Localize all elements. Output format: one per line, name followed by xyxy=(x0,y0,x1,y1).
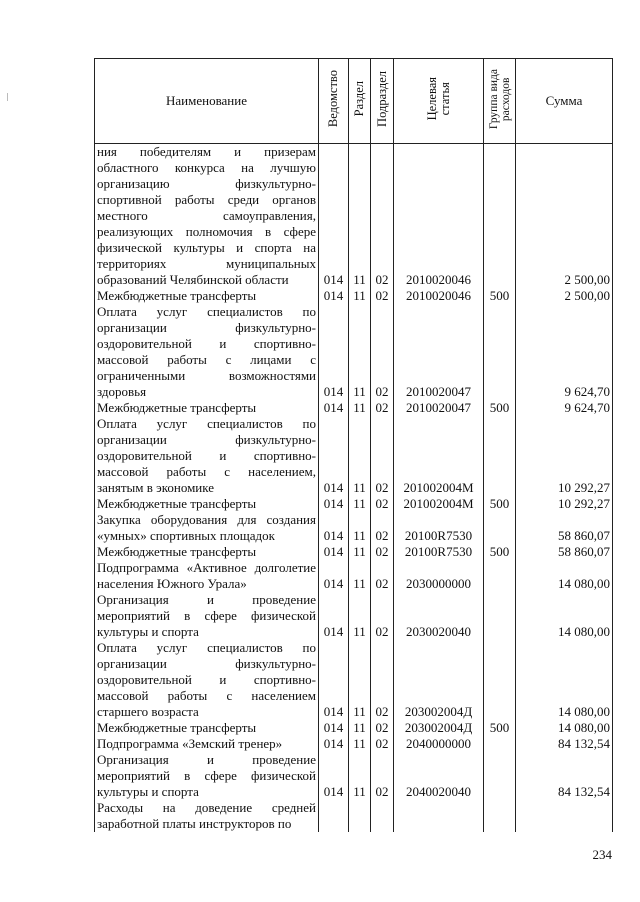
cell-celevaya-statya: 2010020046 xyxy=(394,288,484,304)
cell-celevaya-statya: 203002004Д xyxy=(394,640,484,720)
cell-celevaya-statya: 2010020047 xyxy=(394,304,484,400)
table-row xyxy=(95,592,613,640)
cell-name: Межбюджетные трансферты xyxy=(95,720,319,736)
header-celevaya xyxy=(394,59,484,144)
cell-podrazdel: 02 xyxy=(371,544,394,560)
cell-name: Оплата услуг специалистов по организации физкультурно-оздоровительной и спортивно-массовой работы с лицами с ограниченными возможностями здоровья xyxy=(95,304,319,400)
cell-celevaya-statya xyxy=(394,800,484,832)
cell-podrazdel: 02 xyxy=(371,752,394,800)
cell-celevaya-statya: 20100R7530 xyxy=(394,544,484,560)
cell-vedomstvo: 014 xyxy=(319,752,349,800)
header-razdel-label: Раздел xyxy=(352,81,366,117)
cell-gruppa-vida xyxy=(484,512,516,544)
cell-gruppa-vida xyxy=(484,800,516,832)
cell-vedomstvo: 014 xyxy=(319,144,349,289)
cell-celevaya-statya: 201002004М xyxy=(394,496,484,512)
cell-razdel xyxy=(349,800,371,832)
table-row xyxy=(95,752,613,800)
budget-table xyxy=(94,58,613,832)
cell-summa: 9 624,70 xyxy=(516,304,613,400)
header-summa: Сумма xyxy=(516,59,613,144)
cell-name: Подпрограмма «Земский тренер» xyxy=(95,736,319,752)
table-row xyxy=(95,400,613,416)
cell-razdel: 11 xyxy=(349,752,371,800)
cell-name: Межбюджетные трансферты xyxy=(95,400,319,416)
cell-summa: 2 500,00 xyxy=(516,288,613,304)
cell-gruppa-vida: 500 xyxy=(484,496,516,512)
table-row xyxy=(95,304,613,400)
cell-name: ния победителям и призерам областного конкурса на лучшую организацию физкультурно-спортивной работы среди органов местного самоуправления, реализующих полномочия в сфере физической культуры и спорта на территориях муниципальных образований Челябинской области xyxy=(95,144,319,289)
header-name: Наименование xyxy=(95,59,319,144)
cell-gruppa-vida xyxy=(484,640,516,720)
table-row xyxy=(95,288,613,304)
cell-razdel: 11 xyxy=(349,560,371,592)
cell-podrazdel: 02 xyxy=(371,416,394,496)
cell-summa: 84 132,54 xyxy=(516,752,613,800)
cell-celevaya-statya: 201002004М xyxy=(394,416,484,496)
cell-razdel: 11 xyxy=(349,496,371,512)
cell-razdel: 11 xyxy=(349,288,371,304)
cell-gruppa-vida xyxy=(484,560,516,592)
cell-razdel: 11 xyxy=(349,544,371,560)
cell-summa: 14 080,00 xyxy=(516,640,613,720)
cell-vedomstvo: 014 xyxy=(319,720,349,736)
cell-celevaya-statya: 2040020040 xyxy=(394,752,484,800)
cell-vedomstvo xyxy=(319,800,349,832)
cell-razdel: 11 xyxy=(349,512,371,544)
cell-razdel: 11 xyxy=(349,144,371,289)
cell-razdel: 11 xyxy=(349,640,371,720)
cell-podrazdel: 02 xyxy=(371,640,394,720)
cell-gruppa-vida xyxy=(484,592,516,640)
cell-summa: 2 500,00 xyxy=(516,144,613,289)
table-row xyxy=(95,640,613,720)
cell-vedomstvo: 014 xyxy=(319,304,349,400)
cell-gruppa-vida: 500 xyxy=(484,400,516,416)
cell-podrazdel: 02 xyxy=(371,496,394,512)
cell-podrazdel: 02 xyxy=(371,304,394,400)
cell-name: Оплата услуг специалистов по организации физкультурно-оздоровительной и спортивно-массовой работы с населением старшего возраста xyxy=(95,640,319,720)
cell-summa: 58 860,07 xyxy=(516,512,613,544)
cell-celevaya-statya: 2010020046 xyxy=(394,144,484,289)
cell-vedomstvo: 014 xyxy=(319,512,349,544)
cell-razdel: 11 xyxy=(349,592,371,640)
cell-celevaya-statya: 2030000000 xyxy=(394,560,484,592)
cell-vedomstvo: 014 xyxy=(319,496,349,512)
cell-razdel: 11 xyxy=(349,400,371,416)
header-celevaya-label: Целевая статья xyxy=(424,77,452,121)
header-podrazdel xyxy=(371,59,394,144)
cell-summa: 9 624,70 xyxy=(516,400,613,416)
cell-vedomstvo: 014 xyxy=(319,736,349,752)
cell-name: Межбюджетные трансферты xyxy=(95,288,319,304)
cell-razdel: 11 xyxy=(349,416,371,496)
cell-celevaya-statya: 203002004Д xyxy=(394,720,484,736)
table-row xyxy=(95,560,613,592)
table-row xyxy=(95,416,613,496)
cell-podrazdel: 02 xyxy=(371,288,394,304)
cell-name: Межбюджетные трансферты xyxy=(95,496,319,512)
cell-gruppa-vida xyxy=(484,144,516,289)
cell-name: Организация и проведение мероприятий в сфере физической культуры и спорта xyxy=(95,752,319,800)
cell-summa xyxy=(516,800,613,832)
cell-vedomstvo: 014 xyxy=(319,416,349,496)
cell-name: Закупка оборудования для создания «умных» спортивных площадок xyxy=(95,512,319,544)
cell-razdel: 11 xyxy=(349,720,371,736)
cell-vedomstvo: 014 xyxy=(319,592,349,640)
cell-gruppa-vida xyxy=(484,304,516,400)
table-header-row xyxy=(95,59,613,144)
cell-summa: 58 860,07 xyxy=(516,544,613,560)
table-row xyxy=(95,544,613,560)
page-number: 234 xyxy=(592,847,612,862)
cell-summa: 10 292,27 xyxy=(516,496,613,512)
table-row xyxy=(95,720,613,736)
cell-podrazdel: 02 xyxy=(371,720,394,736)
table-row xyxy=(95,512,613,544)
cell-razdel: 11 xyxy=(349,304,371,400)
cell-vedomstvo: 014 xyxy=(319,640,349,720)
cell-vedomstvo: 014 xyxy=(319,400,349,416)
cell-vedomstvo: 014 xyxy=(319,560,349,592)
table-row xyxy=(95,144,613,289)
header-vedomstvo-label: Ведомство xyxy=(326,70,340,128)
cell-razdel: 11 xyxy=(349,736,371,752)
cell-gruppa-vida: 500 xyxy=(484,544,516,560)
cell-gruppa-vida: 500 xyxy=(484,720,516,736)
cell-vedomstvo: 014 xyxy=(319,544,349,560)
cell-gruppa-vida: 500 xyxy=(484,288,516,304)
cell-celevaya-statya: 2010020047 xyxy=(394,400,484,416)
cell-name: Организация и проведение мероприятий в сфере физической культуры и спорта xyxy=(95,592,319,640)
cell-celevaya-statya: 2030020040 xyxy=(394,592,484,640)
cell-summa: 14 080,00 xyxy=(516,592,613,640)
table-row xyxy=(95,800,613,832)
table-row xyxy=(95,736,613,752)
cell-summa: 10 292,27 xyxy=(516,416,613,496)
table-row xyxy=(95,496,613,512)
cell-name: Оплата услуг специалистов по организации физкультурно-оздоровительной и спортивно-массовой работы с населением, занятым в экономике xyxy=(95,416,319,496)
header-podrazdel-label: Подраздел xyxy=(374,71,389,127)
margin-mark xyxy=(7,93,8,101)
cell-gruppa-vida xyxy=(484,736,516,752)
cell-name: Подпрограмма «Активное долголетие населения Южного Урала» xyxy=(95,560,319,592)
cell-celevaya-statya: 2040000000 xyxy=(394,736,484,752)
cell-podrazdel: 02 xyxy=(371,736,394,752)
cell-vedomstvo: 014 xyxy=(319,288,349,304)
cell-podrazdel: 02 xyxy=(371,592,394,640)
cell-podrazdel: 02 xyxy=(371,400,394,416)
cell-summa: 14 080,00 xyxy=(516,720,613,736)
header-gruppa-label: Группа вида расходов xyxy=(487,68,512,130)
cell-celevaya-statya: 20100R7530 xyxy=(394,512,484,544)
header-vedomstvo xyxy=(319,59,349,144)
cell-podrazdel: 02 xyxy=(371,560,394,592)
cell-podrazdel xyxy=(371,800,394,832)
cell-podrazdel: 02 xyxy=(371,144,394,289)
cell-name: Расходы на доведение средней заработной платы инструкторов по xyxy=(95,800,319,832)
header-gruppa xyxy=(484,59,516,144)
cell-summa: 84 132,54 xyxy=(516,736,613,752)
cell-gruppa-vida xyxy=(484,416,516,496)
cell-podrazdel: 02 xyxy=(371,512,394,544)
cell-gruppa-vida xyxy=(484,752,516,800)
cell-summa: 14 080,00 xyxy=(516,560,613,592)
header-razdel xyxy=(349,59,371,144)
cell-name: Межбюджетные трансферты xyxy=(95,544,319,560)
